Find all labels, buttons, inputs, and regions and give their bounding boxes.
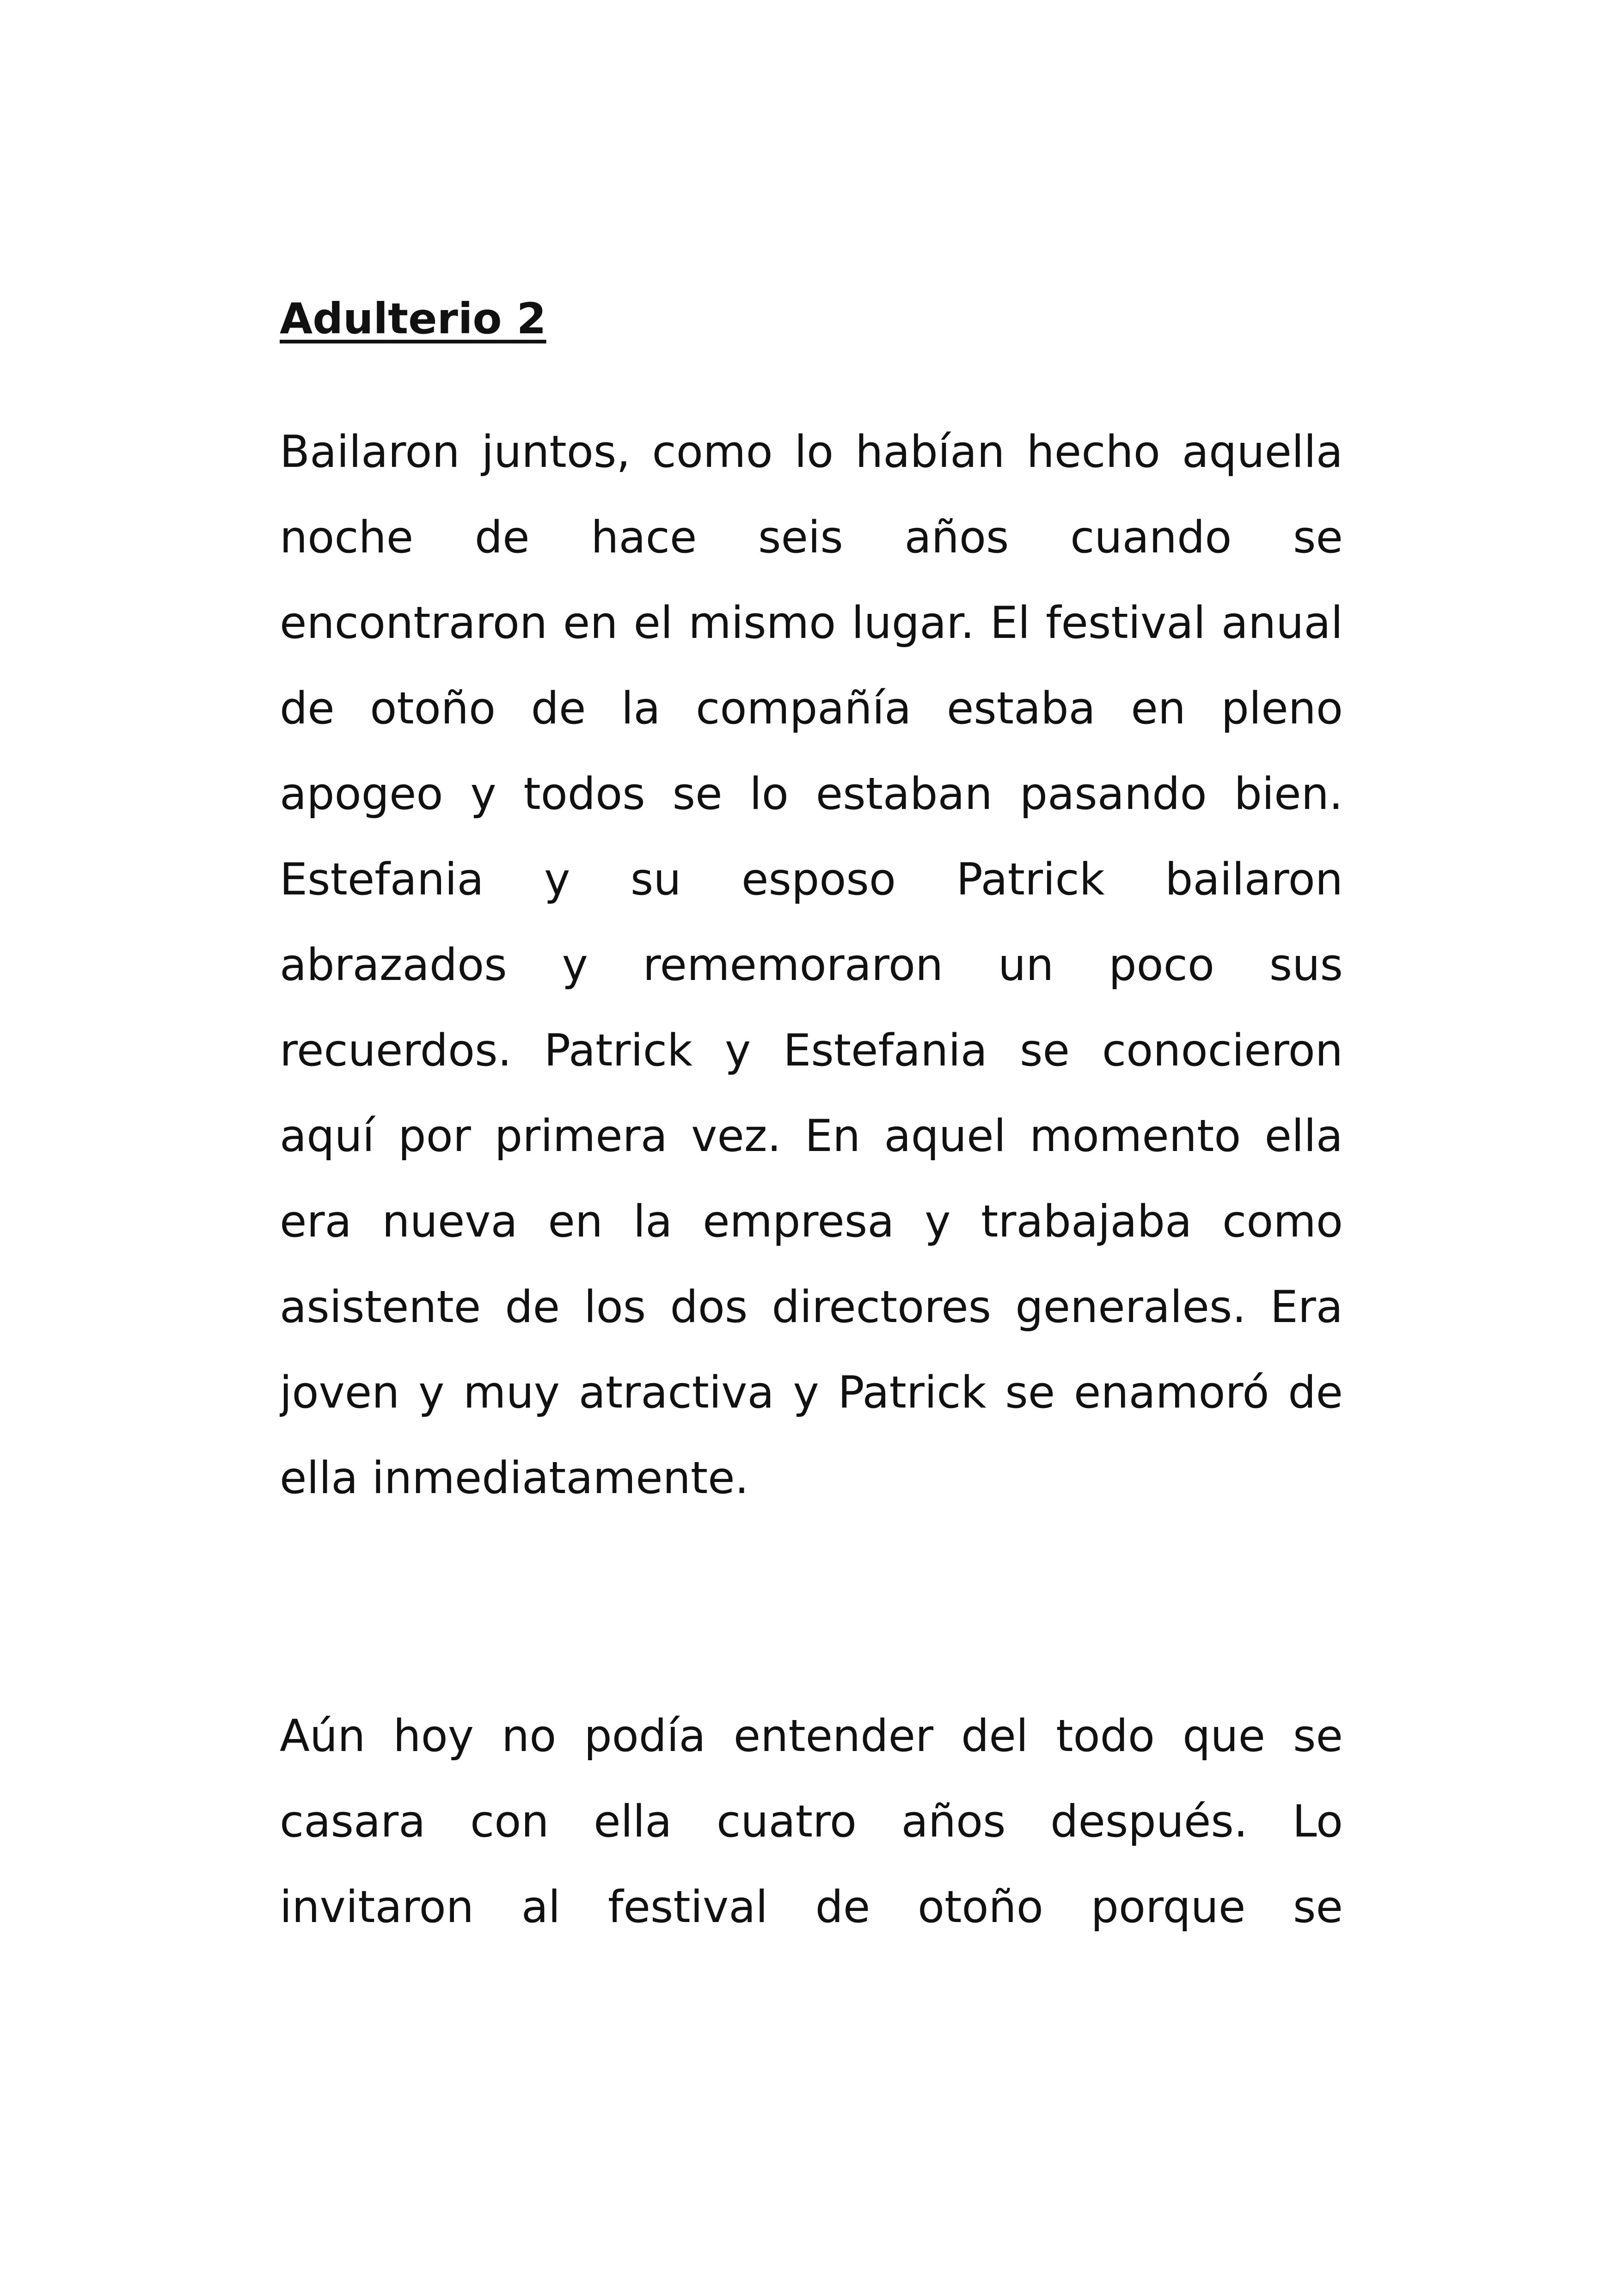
text-line: Bailaron juntos, como lo habían hecho aquella: [280, 427, 1343, 478]
text-line: Aún hoy no podía entender del todo que se: [280, 1711, 1343, 1762]
text-line: casara con ella cuatro años después. Lo: [280, 1796, 1343, 1847]
text-line: recuerdos. Patrick y Estefania se conocieron: [280, 1025, 1343, 1076]
paragraph-1: [280, 410, 1343, 1521]
document-title: Adulterio 2: [280, 294, 546, 343]
text-line: apogeo y todos se lo estaban pasando bien.: [280, 769, 1343, 820]
text-line: Estefania y su esposo Patrick bailaron: [280, 854, 1343, 905]
text-line: ella inmediatamente.: [280, 1453, 749, 1504]
text-line: era nueva en la empresa y trabajaba como: [280, 1196, 1343, 1247]
text-line: invitaron al festival de otoño porque se: [280, 1882, 1343, 1933]
text-line: asistente de los dos directores generales. Era: [280, 1282, 1343, 1333]
text-line: joven y muy atractiva y Patrick se enamoró de: [280, 1367, 1343, 1418]
paragraph-2: [280, 1694, 1343, 1950]
text-line: aquí por primera vez. En aquel momento ella: [280, 1111, 1343, 1162]
text-line: noche de hace seis años cuando se: [280, 512, 1343, 563]
text-line: encontraron en el mismo lugar. El festival anual: [280, 598, 1343, 649]
text-line: abrazados y rememoraron un poco sus: [280, 940, 1343, 991]
text-line: de otoño de la compañía estaba en pleno: [280, 683, 1343, 734]
